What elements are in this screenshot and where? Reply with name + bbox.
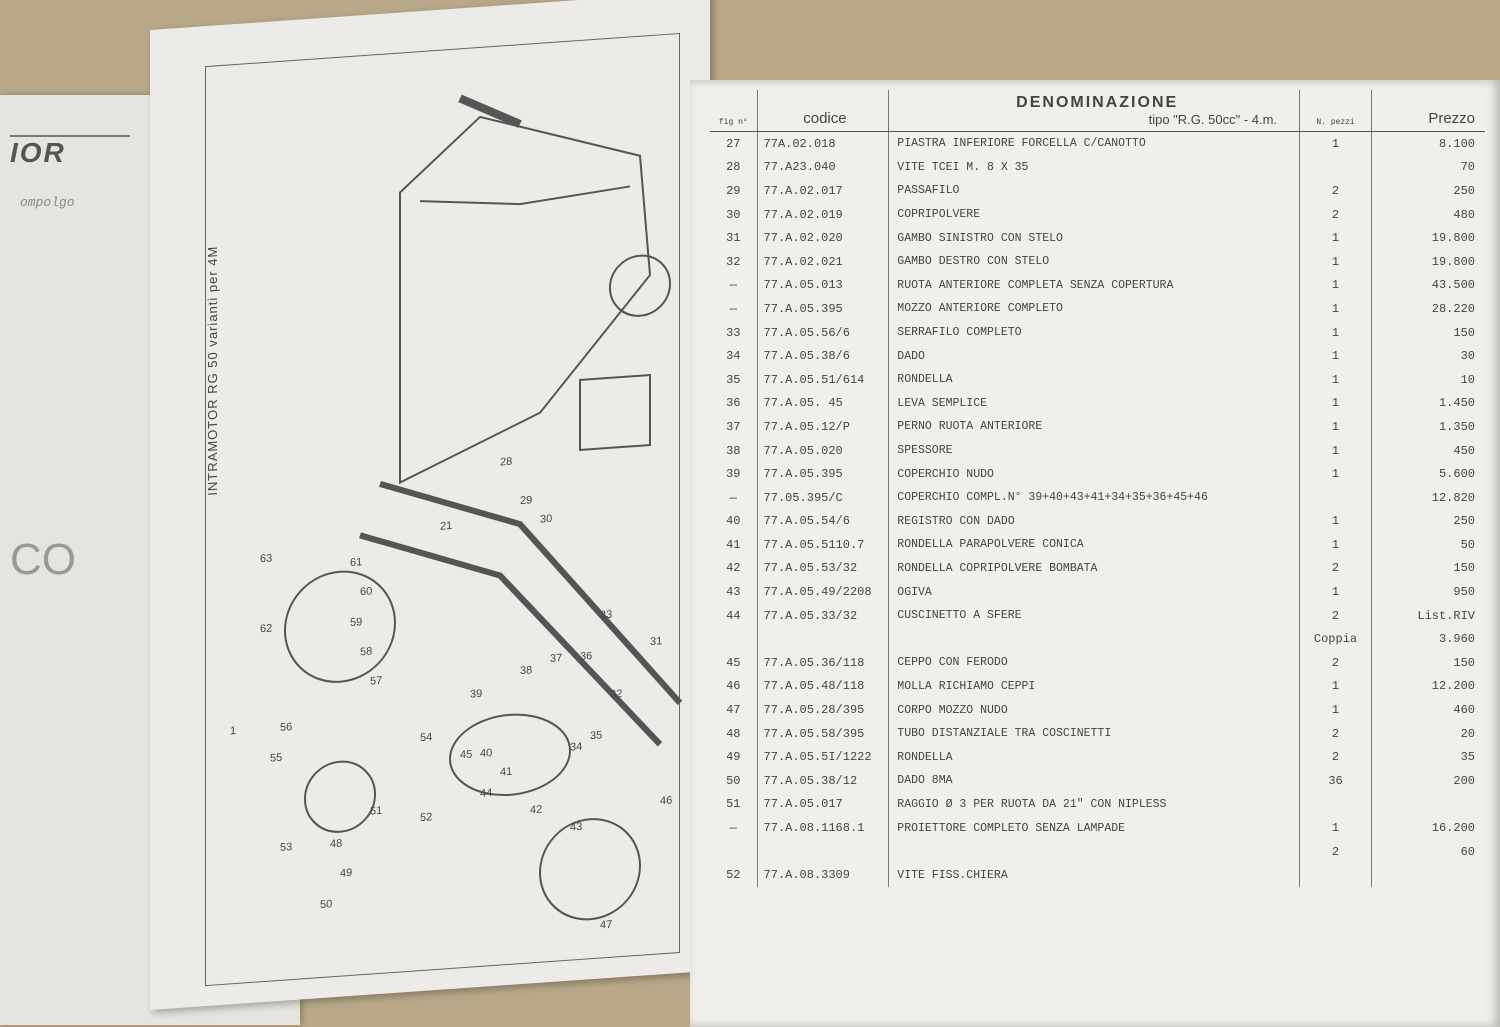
cell-prezzo: 28.220	[1431, 301, 1475, 316]
header-denominazione	[889, 90, 1300, 132]
cell-prezzo: 16.200	[1431, 821, 1475, 836]
diagram-callout-label: 50	[320, 898, 333, 912]
cell-codice: 77.A.05.53/32	[757, 557, 889, 581]
cell-denominazione	[889, 840, 1300, 864]
table-row	[710, 627, 1485, 651]
cell-codice: 77.A.05.013	[757, 274, 889, 298]
diagram-callout-label: 48	[330, 837, 343, 851]
table-row	[710, 392, 1485, 416]
cell-prezzo: 1.450	[1438, 396, 1475, 411]
table-row	[710, 462, 1485, 486]
header-n: N. pezzi	[1300, 90, 1372, 132]
cell-codice: 77.A.05.38/6	[757, 344, 889, 368]
header-prezzo: Prezzo	[1372, 90, 1486, 132]
table-row	[710, 321, 1485, 345]
cell-prezzo: 20	[1460, 726, 1475, 741]
cell-codice: 77.A.05.48/118	[757, 675, 889, 699]
diagram-callout-label: 39	[470, 687, 483, 701]
cell-fig: 51	[710, 793, 757, 817]
table-row	[710, 439, 1485, 463]
cell-prezzo: 5.600	[1438, 467, 1475, 482]
diagram-callout-label: 21	[440, 519, 453, 533]
table-row	[710, 840, 1485, 864]
cell-fig: 52	[710, 863, 757, 887]
cell-codice: 77.A.05.36/118	[757, 651, 889, 675]
diagram-page	[150, 0, 710, 1010]
cell-fig: 44	[710, 604, 757, 628]
cell-fig: 48	[710, 722, 757, 746]
cell-codice: 77.A.05.020	[757, 439, 889, 463]
cell-prezzo: 450	[1453, 443, 1475, 458]
cell-prezzo: 10	[1460, 372, 1475, 387]
cell-prezzo: 1.350	[1438, 419, 1475, 434]
cell-n	[1300, 486, 1372, 510]
cell-fig: 30	[710, 203, 757, 227]
cell-prezzo: 150	[1453, 561, 1475, 576]
cell-denominazione: DADO	[889, 344, 1300, 368]
diagram-callout-label: 55	[270, 751, 283, 765]
table-row	[710, 793, 1485, 817]
table-row	[710, 769, 1485, 793]
diagram-callout-label: 53	[280, 841, 293, 854]
cell-n	[1300, 793, 1372, 817]
cell-denominazione	[889, 627, 1300, 651]
diagram-callout-label: 59	[350, 616, 363, 630]
headlamp-shell	[285, 568, 395, 686]
cell-denominazione: VITE TCEI M. 8 X 35	[889, 156, 1300, 180]
cell-fig: 27	[710, 132, 757, 156]
cell-n: 1	[1300, 698, 1372, 722]
cell-prezzo: 8.100	[1438, 136, 1475, 151]
cell-denominazione: GAMBO SINISTRO CON STELO	[889, 226, 1300, 250]
parts-table	[710, 90, 1485, 887]
back-page-fragment: CO	[10, 535, 76, 584]
cell-prezzo: 200	[1453, 773, 1475, 788]
cell-n: 1	[1300, 816, 1372, 840]
cell-n: 1	[1300, 368, 1372, 392]
diagram-callout-label: 32	[610, 687, 623, 701]
cell-prezzo: 19.800	[1431, 254, 1475, 269]
diagram-callout-label: 37	[550, 652, 563, 666]
cell-n: 2	[1300, 557, 1372, 581]
cell-denominazione: RAGGIO Ø 3 PER RUOTA DA 21" CON NIPLESS	[889, 793, 1300, 817]
cell-denominazione: RUOTA ANTERIORE COMPLETA SENZA COPERTURA	[889, 274, 1300, 298]
cell-denominazione: RONDELLA	[889, 368, 1300, 392]
cell-denominazione: RONDELLA PARAPOLVERE CONICA	[889, 533, 1300, 557]
cell-codice: 77.A.05.017	[757, 793, 889, 817]
cell-denominazione: RONDELLA COPRIPOLVERE BOMBATA	[889, 557, 1300, 581]
cell-prezzo: 250	[1453, 514, 1475, 529]
cell-n: 1	[1300, 462, 1372, 486]
cell-codice: 77.A.02.021	[757, 250, 889, 274]
cell-fig: 32	[710, 250, 757, 274]
table-row	[710, 675, 1485, 699]
cell-n: 1	[1300, 226, 1372, 250]
cell-fig	[710, 627, 757, 651]
table-row	[710, 179, 1485, 203]
diagram-callout-label: 54	[420, 731, 433, 745]
cell-n: 1	[1300, 533, 1372, 557]
cell-fig: 34	[710, 344, 757, 368]
diagram-callout-label: 28	[500, 455, 513, 469]
cell-n: 2	[1300, 203, 1372, 227]
cell-codice: 77.A.05.395	[757, 297, 889, 321]
cell-prezzo	[1372, 793, 1486, 817]
cell-denominazione: CEPPO CON FERODO	[889, 651, 1300, 675]
headlamp-ring	[305, 759, 375, 834]
cell-n: 1	[1300, 297, 1372, 321]
cell-n: 1	[1300, 344, 1372, 368]
diagram-callout-label: 61	[350, 556, 363, 570]
cell-prezzo: 35	[1460, 750, 1475, 765]
handwritten-note: ompolgo	[20, 195, 75, 210]
diagram-callout-label: 47	[600, 918, 613, 932]
cell-denominazione: GAMBO DESTRO CON STELO	[889, 250, 1300, 274]
cell-n: 1	[1300, 675, 1372, 699]
diagram-callout-label: 35	[590, 729, 603, 743]
cell-denominazione: PERNO RUOTA ANTERIORE	[889, 415, 1300, 439]
diagram-callout-label: 33	[600, 608, 613, 622]
cell-prezzo: 70	[1460, 160, 1475, 175]
header-denominazione-label: DENOMINAZIONE	[1016, 94, 1179, 111]
cell-codice: 77.A23.040	[757, 156, 889, 180]
table-header	[710, 90, 1485, 132]
cell-n: 2	[1300, 840, 1372, 864]
table-row	[710, 203, 1485, 227]
cell-prezzo: 480	[1453, 207, 1475, 222]
cell-fig: —	[710, 486, 757, 510]
cell-n: 2	[1300, 745, 1372, 769]
cell-prezzo: 3.960	[1438, 632, 1475, 647]
cell-denominazione: DADO 8MA	[889, 769, 1300, 793]
cell-denominazione: PROIETTORE COMPLETO SENZA LAMPADE	[889, 816, 1300, 840]
table-row	[710, 250, 1485, 274]
cell-codice: 77.A.05.38/12	[757, 769, 889, 793]
cell-denominazione: COPRIPOLVERE	[889, 203, 1300, 227]
cell-fig: 33	[710, 321, 757, 345]
cell-fig: 45	[710, 651, 757, 675]
cell-fig: 28	[710, 156, 757, 180]
cell-codice: 77.A.05.5110.7	[757, 533, 889, 557]
table-row	[710, 274, 1485, 298]
cell-denominazione: LEVA SEMPLICE	[889, 392, 1300, 416]
cell-fig: 35	[710, 368, 757, 392]
diagram-callout-label: 34	[570, 740, 583, 754]
cell-fig: —	[710, 816, 757, 840]
frame-rail	[420, 186, 630, 211]
cell-fig: 36	[710, 392, 757, 416]
cell-codice: 77.A.05.33/32	[757, 604, 889, 628]
cell-fig: 46	[710, 675, 757, 699]
cell-fig: —	[710, 274, 757, 298]
diagram-callout-label: 58	[360, 645, 373, 659]
table-row	[710, 651, 1485, 675]
table-row	[710, 698, 1485, 722]
diagram-callout-label: 1	[230, 724, 237, 738]
table-row	[710, 533, 1485, 557]
cell-fig: 29	[710, 179, 757, 203]
table-row	[710, 415, 1485, 439]
hub	[540, 816, 640, 923]
cell-codice: 77.A.05.56/6	[757, 321, 889, 345]
diagram-callout-label: 44	[480, 787, 493, 800]
cell-denominazione: PIASTRA INFERIORE FORCELLA C/CANOTTO	[889, 132, 1300, 156]
table-row	[710, 297, 1485, 321]
cell-fig: 43	[710, 580, 757, 604]
diagram-callout-label: 40	[480, 747, 493, 760]
cell-denominazione: COPERCHIO COMPL.N° 39+40+43+41+34+35+36+45+46	[889, 486, 1300, 510]
table-row	[710, 226, 1485, 250]
table-row	[710, 344, 1485, 368]
cell-codice: 77.A.02.020	[757, 226, 889, 250]
cell-codice	[757, 627, 889, 651]
diagram-callout-label: 30	[540, 512, 553, 526]
header-fig: fig n°	[710, 90, 757, 132]
cell-prezzo: 12.820	[1431, 490, 1475, 505]
spine-caption: INTRAMOTOR RG 50 varianti per 4M	[205, 245, 220, 497]
cell-codice: 77.05.395/C	[757, 486, 889, 510]
cell-codice: 77.A.05.5I/1222	[757, 745, 889, 769]
cell-n: 2	[1300, 651, 1372, 675]
table-row	[710, 132, 1485, 156]
cell-fig: —	[710, 297, 757, 321]
cell-n: 2	[1300, 722, 1372, 746]
table-row	[710, 722, 1485, 746]
parts-list-page	[690, 80, 1500, 1027]
cell-codice: 77.A.08.3309	[757, 863, 889, 887]
diagram-callout-label: 43	[570, 820, 583, 834]
table-row	[710, 604, 1485, 628]
diagram-callout-label: 31	[650, 635, 663, 649]
cell-prezzo: 250	[1453, 183, 1475, 198]
cell-prezzo: 460	[1453, 703, 1475, 718]
table-row	[710, 510, 1485, 534]
cell-prezzo: 150	[1453, 325, 1475, 340]
cell-n: 1	[1300, 580, 1372, 604]
diagram-callout-label: 56	[280, 721, 293, 734]
cell-fig: 49	[710, 745, 757, 769]
cell-n: 1	[1300, 415, 1372, 439]
cell-denominazione: VITE FISS.CHIERA	[889, 863, 1300, 887]
cell-fig: 37	[710, 415, 757, 439]
cell-n: 1	[1300, 274, 1372, 298]
cell-denominazione: CORPO MOZZO NUDO	[889, 698, 1300, 722]
cell-n	[1300, 156, 1372, 180]
table-row	[710, 368, 1485, 392]
cell-fig: 39	[710, 462, 757, 486]
shock-absorber	[460, 94, 520, 128]
cell-denominazione: COPERCHIO NUDO	[889, 462, 1300, 486]
cell-fig: 50	[710, 769, 757, 793]
diagram-callout-label: 62	[260, 622, 273, 636]
cell-fig: 31	[710, 226, 757, 250]
exploded-parts-diagram	[220, 42, 690, 975]
diagram-callout-label: 29	[520, 494, 533, 508]
diagram-callout-label: 41	[500, 765, 513, 779]
cell-denominazione: PASSAFILO	[889, 179, 1300, 203]
sprocket	[610, 254, 670, 318]
cell-prezzo: 43.500	[1431, 278, 1475, 293]
diagram-callout-label: 49	[340, 866, 353, 880]
cell-denominazione: REGISTRO CON DADO	[889, 510, 1300, 534]
cell-prezzo: 950	[1453, 585, 1475, 600]
cell-prezzo: List.RIV	[1417, 608, 1475, 623]
cell-codice: 77.A.02.017	[757, 179, 889, 203]
cell-n: Coppia	[1300, 627, 1372, 651]
header-tipo: tipo "R.G. 50cc" - 4.m.	[1148, 112, 1278, 127]
cell-codice: 77.A.08.1168.1	[757, 816, 889, 840]
cell-codice: 77.A.02.019	[757, 203, 889, 227]
cell-codice	[757, 840, 889, 864]
fork-leg-right	[360, 514, 663, 765]
cell-prezzo: 12.200	[1431, 679, 1475, 694]
cell-n: 1	[1300, 439, 1372, 463]
cell-denominazione: MOZZO ANTERIORE COMPLETO	[889, 297, 1300, 321]
cell-fig: 38	[710, 439, 757, 463]
cell-fig	[710, 840, 757, 864]
frame-outline	[400, 105, 650, 482]
cell-fig: 41	[710, 533, 757, 557]
cell-n: 1	[1300, 321, 1372, 345]
cell-n: 1	[1300, 392, 1372, 416]
cell-denominazione: OGIVA	[889, 580, 1300, 604]
cell-codice: 77.A.05.395	[757, 462, 889, 486]
cell-denominazione: SERRAFILO COMPLETO	[889, 321, 1300, 345]
table-row	[710, 745, 1485, 769]
engine-block	[580, 375, 650, 450]
cell-fig: 40	[710, 510, 757, 534]
diagram-callout-label: 45	[460, 748, 473, 762]
cell-denominazione: CUSCINETTO A SFERE	[889, 604, 1300, 628]
table-row	[710, 156, 1485, 180]
cell-prezzo: 50	[1460, 537, 1475, 552]
diagram-callout-label: 60	[360, 585, 373, 599]
diagram-callout-label: 52	[420, 811, 433, 825]
cell-codice: 77.A.05. 45	[757, 392, 889, 416]
cell-n: 2	[1300, 179, 1372, 203]
diagram-callout-label: 63	[260, 552, 273, 566]
cell-prezzo: 150	[1453, 655, 1475, 670]
cell-codice: 77.A.05.54/6	[757, 510, 889, 534]
cell-denominazione: TUBO DISTANZIALE TRA COSCINETTI	[889, 722, 1300, 746]
cell-codice: 77.A.05.58/395	[757, 722, 889, 746]
cell-fig: 47	[710, 698, 757, 722]
cell-n: 1	[1300, 510, 1372, 534]
cell-n: 36	[1300, 769, 1372, 793]
cell-codice: 77.A.05.49/2208	[757, 580, 889, 604]
table-row	[710, 486, 1485, 510]
cell-codice: 77.A.05.51/614	[757, 368, 889, 392]
cell-codice: 77.A.05.12/P	[757, 415, 889, 439]
diagram-callout-label: 42	[530, 803, 543, 817]
diagram-callout-label: 36	[580, 650, 593, 663]
cell-n: 1	[1300, 250, 1372, 274]
cell-fig: 42	[710, 557, 757, 581]
diagram-callout-label: 46	[660, 794, 673, 808]
table-row	[710, 557, 1485, 581]
cell-codice: 77A.02.018	[757, 132, 889, 156]
cell-codice: 77.A.05.28/395	[757, 698, 889, 722]
table-row	[710, 816, 1485, 840]
table-row	[710, 580, 1485, 604]
cell-n: 1	[1300, 132, 1372, 156]
cell-prezzo: 60	[1460, 844, 1475, 859]
header-codice: codice	[757, 90, 889, 132]
cell-denominazione: MOLLA RICHIAMO CEPPI	[889, 675, 1300, 699]
cell-prezzo: 30	[1460, 349, 1475, 364]
diagram-callout-label: 38	[520, 664, 533, 678]
cell-denominazione: RONDELLA	[889, 745, 1300, 769]
cell-denominazione: SPESSORE	[889, 439, 1300, 463]
cell-prezzo	[1372, 863, 1486, 887]
cell-n: 2	[1300, 604, 1372, 628]
cell-n	[1300, 863, 1372, 887]
cell-prezzo: 19.800	[1431, 231, 1475, 246]
diagram-callout-label: 57	[370, 674, 383, 688]
table-row	[710, 863, 1485, 887]
diagram-callout-label: 51	[370, 804, 383, 818]
brand-logo: IOR	[10, 135, 130, 187]
